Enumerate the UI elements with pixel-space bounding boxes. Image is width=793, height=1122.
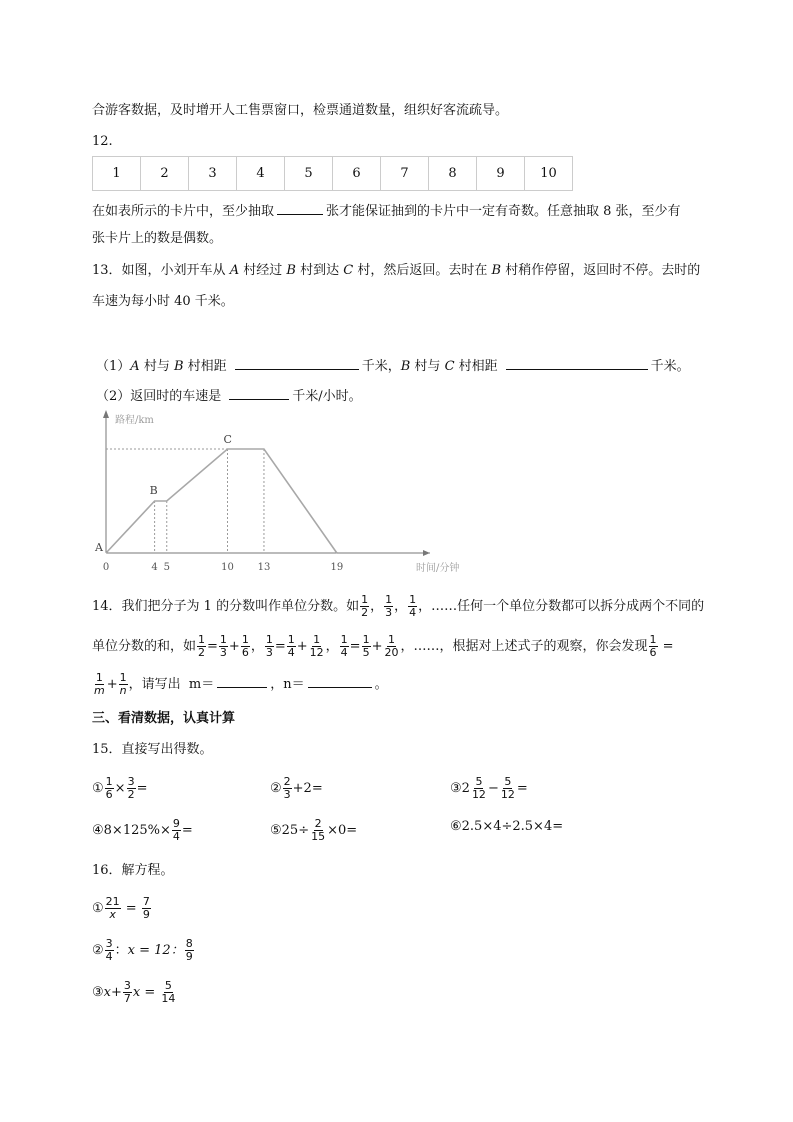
q14-line1 xyxy=(92,594,704,619)
fraction: $\frac{1}{n}$ xyxy=(119,671,127,697)
card-cell: 2 xyxy=(141,157,189,191)
section-title: 三、看清数据，认真计算 xyxy=(92,711,236,726)
q16-text: ： xyxy=(114,943,128,958)
fraction: $\frac{1}{5}$ xyxy=(362,633,370,659)
separator: ， xyxy=(270,677,284,692)
q13-text: 村相距 xyxy=(187,359,227,374)
q16-title: 16．解方程。 xyxy=(92,863,174,878)
point-a: A xyxy=(229,263,240,278)
separator: ， xyxy=(325,639,339,654)
route-line xyxy=(106,449,337,553)
fraction: $\frac{1}{12}$ xyxy=(309,633,324,659)
card-cell: 1 xyxy=(93,157,141,191)
q15-title: 15．直接写出得数。 xyxy=(92,742,213,757)
q16-text: ① xyxy=(92,901,104,916)
q15-text: +2= xyxy=(292,781,323,796)
x-tick-label: 13 xyxy=(257,562,271,573)
q13-text: （1） xyxy=(96,359,131,374)
operator: = xyxy=(274,639,286,654)
x-tick-label: 4 xyxy=(151,562,158,573)
answer-blank-m[interactable] xyxy=(217,674,267,688)
fraction: $\frac{7}{9}$ xyxy=(142,895,150,921)
fraction: $\frac{1}{4}$ xyxy=(409,593,417,619)
q15-problem-3 xyxy=(450,776,528,801)
q13-text: 村稍作停留，返回时不停。去时的 xyxy=(505,263,701,278)
q16-equation-3 xyxy=(92,980,177,1006)
q15-text: ⑤25÷ xyxy=(270,823,310,838)
operator: − xyxy=(487,781,499,796)
q15-text: ② xyxy=(270,781,282,796)
separator: ， xyxy=(250,639,264,654)
fraction: $\frac{3}{4}$ xyxy=(105,937,113,963)
q14-text: 。 xyxy=(374,677,388,692)
fraction: $\frac{1}{6}$ xyxy=(105,775,113,801)
distance-time-chart xyxy=(90,408,460,578)
card-cell: 3 xyxy=(189,157,237,191)
card-cell: 8 xyxy=(429,157,477,191)
card-cell: 10 xyxy=(525,157,573,191)
q15-text: ③2 xyxy=(450,781,470,796)
answer-blank-n[interactable] xyxy=(308,674,372,688)
operator: + xyxy=(228,639,240,654)
operator: = xyxy=(136,781,148,796)
fraction: $\frac{9}{4}$ xyxy=(172,817,180,843)
q13-text: （2）返回时的车速是 xyxy=(96,389,222,404)
q15-problem-6: ⑥2.5×4÷2.5×4= xyxy=(450,819,564,834)
q15-problem-4 xyxy=(92,818,193,843)
answer-blank[interactable] xyxy=(235,356,359,370)
q13-text: 村，然后返回。去时在 xyxy=(357,263,488,278)
operator: + xyxy=(106,677,118,692)
q13-text: 村经过 xyxy=(243,263,283,278)
q16-equation-2 xyxy=(92,938,195,964)
q13-text: 千米， xyxy=(361,359,401,374)
q13-text: 13．如图，小刘开车从 xyxy=(92,263,226,278)
fraction: $\frac{1}{m}$ xyxy=(94,671,105,697)
q15-text: ×0= xyxy=(327,823,358,838)
fraction: $\frac{5}{14}$ xyxy=(161,979,176,1005)
q13-line1 xyxy=(92,262,700,280)
q14-text: m＝ xyxy=(188,677,215,692)
card-cell: 6 xyxy=(333,157,381,191)
card-cell: 9 xyxy=(477,157,525,191)
fraction: $\frac{2}{3}$ xyxy=(283,775,291,801)
separator: ， xyxy=(394,599,408,614)
q16-text: x = 12： xyxy=(127,943,184,958)
operator: = xyxy=(125,901,137,916)
fraction: $\frac{5}{12}$ xyxy=(471,775,486,801)
q14-text: ……，根据对上述式子的观察，你会发现 xyxy=(413,639,648,654)
fraction: $\frac{1}{4}$ xyxy=(287,633,295,659)
x-tick-label: 0 xyxy=(102,562,110,573)
q13-line2: 车速为每小时 40 千米。 xyxy=(92,294,234,309)
q13-sub2 xyxy=(96,386,362,406)
card-cell: 4 xyxy=(237,157,285,191)
card-cell: 7 xyxy=(381,157,429,191)
fraction: $\frac{1}{6}$ xyxy=(649,633,657,659)
x-axis-arrow xyxy=(423,550,430,556)
fraction: $\frac{5}{12}$ xyxy=(500,775,515,801)
q14-line2 xyxy=(92,634,674,659)
fraction: $\frac{21}{x}$ xyxy=(105,895,120,921)
point-b: B xyxy=(400,359,411,374)
q12-text: 在如表所示的卡片中，至少抽取 xyxy=(92,204,275,219)
point-label-a: A xyxy=(95,541,103,554)
fraction: $\frac{1}{3}$ xyxy=(385,593,393,619)
fraction: $\frac{2}{15}$ xyxy=(311,817,326,843)
y-axis-arrow xyxy=(103,410,109,418)
operator: = xyxy=(662,639,674,654)
q15-problem-5 xyxy=(270,818,357,843)
point-label-b: B xyxy=(149,484,158,497)
point-b: B xyxy=(173,359,184,374)
x-tick-label: 5 xyxy=(163,562,170,573)
q14-text: n＝ xyxy=(283,677,305,692)
fraction: $\frac{1}{4}$ xyxy=(340,633,348,659)
q16-text: x = xyxy=(132,985,156,1000)
q12-line1 xyxy=(92,201,681,221)
q14-text: 单位分数的和，如 xyxy=(92,639,197,654)
operator: × xyxy=(114,781,126,796)
q15-problem-1 xyxy=(92,776,147,801)
y-axis-label: 路程/km xyxy=(115,415,154,426)
fraction: $\frac{1}{3}$ xyxy=(219,633,227,659)
point-c: C xyxy=(343,263,354,278)
fraction: $\frac{1}{6}$ xyxy=(241,633,249,659)
q14-text: ，请写出 xyxy=(128,677,181,692)
operator: = xyxy=(349,639,361,654)
q16-text: ③ xyxy=(92,985,104,1000)
q11-tail: 合游客数据，及时增开人工售票窗口，检票通道数量，组织好客流疏导。 xyxy=(92,103,509,118)
answer-blank[interactable] xyxy=(506,356,648,370)
q13-text: 村相距 xyxy=(458,359,498,374)
q13-text: 村到达 xyxy=(300,263,340,278)
fraction: $\frac{1}{20}$ xyxy=(384,633,399,659)
q13-text: 千米。 xyxy=(650,359,690,374)
operator: + xyxy=(296,639,308,654)
q12-text: 张才能保证抽到的卡片中一定有奇数。任意抽取 8 张，至少有 xyxy=(326,204,681,219)
answer-blank[interactable] xyxy=(229,386,289,400)
q16-equation-1 xyxy=(92,896,152,922)
q13-sub1 xyxy=(96,356,690,376)
q13-text: 村与 xyxy=(143,359,170,374)
separator: ， xyxy=(400,639,414,654)
x-axis-label: 时间/分钟 xyxy=(416,563,460,574)
point-b: B xyxy=(286,263,296,278)
fraction: $\frac{3}{7}$ xyxy=(123,979,131,1005)
q13-text: 千米/小时。 xyxy=(292,389,362,404)
q12-number: 12. xyxy=(92,134,113,149)
fraction: $\frac{1}{3}$ xyxy=(265,633,273,659)
q12-line2: 张卡片上的数是偶数。 xyxy=(92,231,223,246)
point-c: C xyxy=(444,359,455,374)
q16-text: ② xyxy=(92,943,104,958)
fraction: $\frac{1}{2}$ xyxy=(361,593,369,619)
x-tick-label: 10 xyxy=(221,562,234,573)
card-cell: 5 xyxy=(285,157,333,191)
operator: = xyxy=(181,823,193,838)
q14-text: ……任何一个单位分数都可以拆分成两个不同的 xyxy=(431,599,705,614)
point-b: B xyxy=(491,263,502,278)
answer-blank[interactable] xyxy=(277,201,323,215)
fraction: $\frac{1}{2}$ xyxy=(198,633,206,659)
separator: ， xyxy=(370,599,384,614)
operator: + xyxy=(371,639,383,654)
q15-text: ④8×125%× xyxy=(92,823,171,838)
fraction: $\frac{3}{2}$ xyxy=(127,775,135,801)
point-a: A xyxy=(130,359,140,374)
q15-text: ① xyxy=(92,781,104,796)
q16-text: x+ xyxy=(103,985,122,1000)
point-label-c: C xyxy=(223,433,232,446)
q14-line3 xyxy=(92,672,388,697)
q13-text: 村与 xyxy=(414,359,441,374)
operator: = xyxy=(516,781,528,796)
fraction: $\frac{8}{9}$ xyxy=(185,937,193,963)
q15-problem-2 xyxy=(270,776,323,801)
operator: = xyxy=(207,639,218,654)
separator: ， xyxy=(418,599,432,614)
x-tick-label: 19 xyxy=(330,562,344,573)
q14-text: 14．我们把分子为 1 的分数叫作单位分数。如 xyxy=(92,599,360,614)
card-table xyxy=(92,156,573,191)
